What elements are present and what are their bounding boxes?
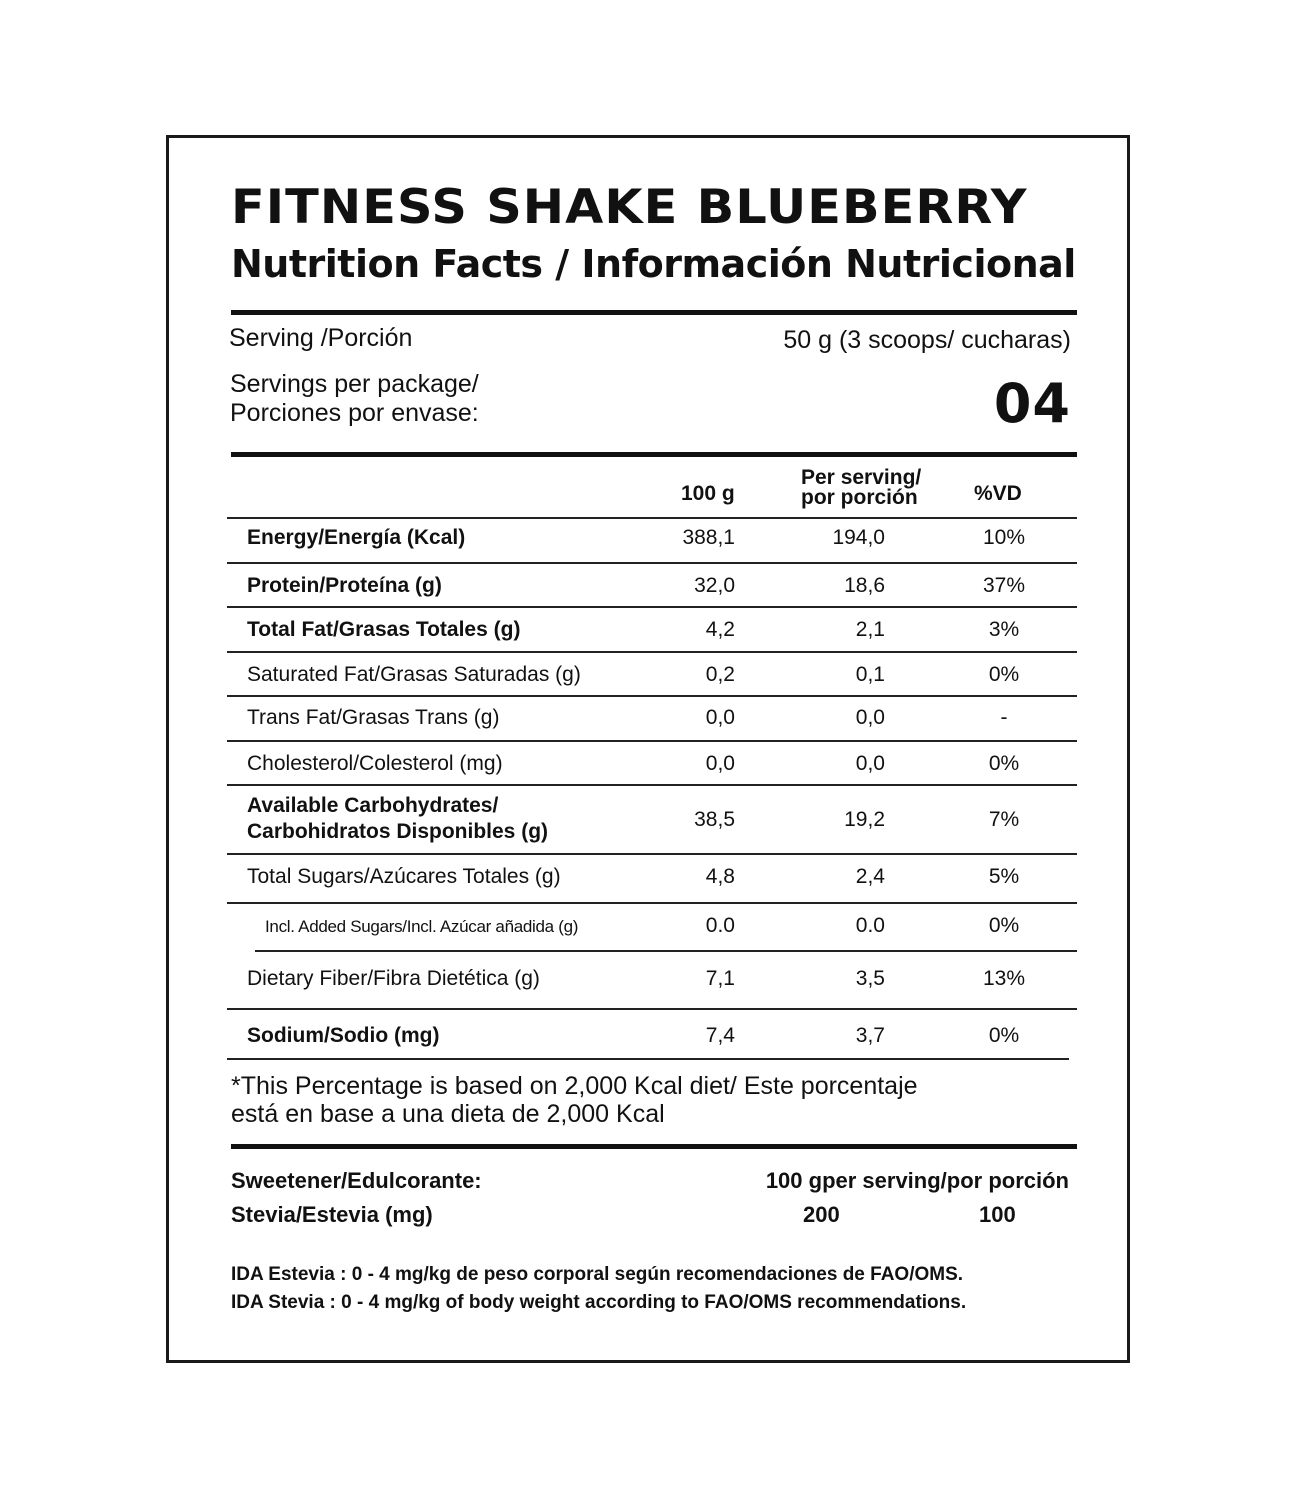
row-saturated-fat-100g: 0,2 bbox=[705, 663, 735, 686]
nutrition-label bbox=[166, 135, 1130, 1363]
row-total-sugars-name: Total Sugars/Azúcares Totales (g) bbox=[247, 865, 561, 888]
row-divider bbox=[227, 651, 1077, 653]
row-divider bbox=[227, 1008, 1077, 1010]
footnote-line-1: *This Percentage is based on 2,000 Kcal diet/ Este porcentaje bbox=[231, 1072, 918, 1100]
row-added-sugars-100g: 0.0 bbox=[705, 914, 735, 937]
row-total-fat-serving: 2,1 bbox=[855, 618, 885, 641]
servings-per-package-label-1: Servings per package/ bbox=[230, 370, 479, 398]
row-cholesterol-100g: 0,0 bbox=[705, 752, 735, 775]
row-cholesterol-serving: 0,0 bbox=[855, 752, 885, 775]
row-protein-100g: 32,0 bbox=[694, 574, 735, 597]
row-dietary-fiber-vd: 13% bbox=[982, 967, 1026, 990]
row-saturated-fat-vd: 0% bbox=[988, 663, 1020, 686]
header-100g: 100 g bbox=[681, 482, 735, 505]
row-total-sugars-serving: 2,4 bbox=[855, 865, 885, 888]
ida-line-2: IDA Stevia : 0 - 4 mg/kg of body weight according to FAO/OMS recommendations. bbox=[231, 1292, 967, 1313]
row-trans-fat-100g: 0,0 bbox=[705, 706, 735, 729]
row-divider bbox=[227, 562, 1077, 564]
row-divider bbox=[227, 606, 1077, 608]
row-energy-100g: 388,1 bbox=[682, 526, 735, 549]
row-divider bbox=[255, 950, 1077, 952]
row-sodium-serving: 3,7 bbox=[855, 1024, 885, 1047]
row-divider bbox=[227, 695, 1077, 697]
row-cholesterol-vd: 0% bbox=[988, 752, 1020, 775]
stevia-100g: 200 bbox=[803, 1202, 840, 1227]
row-total-fat-100g: 4,2 bbox=[705, 618, 735, 641]
row-energy-serving: 194,0 bbox=[832, 526, 885, 549]
row-carbohydrates-vd: 7% bbox=[988, 808, 1020, 831]
row-total-sugars-vd: 5% bbox=[988, 865, 1020, 888]
row-carbohydrates-100g: 38,5 bbox=[694, 808, 735, 831]
divider-table-top bbox=[231, 452, 1077, 457]
row-added-sugars-serving: 0.0 bbox=[855, 914, 885, 937]
row-sodium-name: Sodium/Sodio (mg) bbox=[247, 1024, 440, 1047]
row-protein-serving: 18,6 bbox=[844, 574, 885, 597]
row-divider bbox=[227, 902, 1077, 904]
servings-per-package-label-2: Porciones por envase: bbox=[230, 399, 479, 427]
row-added-sugars-name: Incl. Added Sugars/Incl. Azúcar añadida (g) bbox=[265, 917, 579, 936]
row-carbohydrates-name-1: Available Carbohydrates/ bbox=[247, 794, 499, 817]
row-cholesterol-name: Cholesterol/Colesterol (mg) bbox=[247, 752, 503, 775]
row-divider bbox=[227, 740, 1077, 742]
row-added-sugars-vd: 0% bbox=[988, 914, 1020, 937]
row-trans-fat-vd: - bbox=[1000, 706, 1008, 729]
row-dietary-fiber-name: Dietary Fiber/Fibra Dietética (g) bbox=[247, 967, 540, 990]
row-divider bbox=[227, 1058, 1069, 1060]
servings-per-package-value: 04 bbox=[993, 372, 1071, 435]
row-protein-vd: 37% bbox=[982, 574, 1026, 597]
stevia-serving: 100 bbox=[979, 1202, 1016, 1227]
row-dietary-fiber-serving: 3,5 bbox=[855, 967, 885, 990]
row-trans-fat-serving: 0,0 bbox=[855, 706, 885, 729]
stevia-label: Stevia/Estevia (mg) bbox=[231, 1202, 433, 1227]
row-protein-name: Protein/Proteína (g) bbox=[247, 574, 442, 597]
label-subtitle: Nutrition Facts / Información Nutricional bbox=[231, 242, 1076, 286]
product-title: FITNESS SHAKE BLUEBERRY bbox=[231, 180, 1028, 235]
row-divider bbox=[227, 853, 1077, 855]
row-energy-vd: 10% bbox=[982, 526, 1026, 549]
row-saturated-fat-serving: 0,1 bbox=[855, 663, 885, 686]
row-total-fat-name: Total Fat/Grasas Totales (g) bbox=[247, 618, 521, 641]
header-per-serving-1: Per serving/ bbox=[801, 466, 922, 489]
sweetener-header: 100 gper serving/por porción bbox=[765, 1168, 1069, 1193]
row-total-fat-vd: 3% bbox=[988, 618, 1020, 641]
row-sodium-100g: 7,4 bbox=[705, 1024, 735, 1047]
row-sodium-vd: 0% bbox=[988, 1024, 1020, 1047]
divider-top bbox=[231, 310, 1077, 315]
row-carbohydrates-name-2: Carbohidratos Disponibles (g) bbox=[247, 820, 549, 843]
serving-value: 50 g (3 scoops/ cucharas) bbox=[783, 326, 1071, 354]
sweetener-label: Sweetener/Edulcorante: bbox=[231, 1168, 482, 1193]
row-saturated-fat-name: Saturated Fat/Grasas Saturadas (g) bbox=[247, 663, 581, 686]
header-vd: %VD bbox=[974, 482, 1022, 505]
row-divider bbox=[227, 517, 1077, 519]
row-divider bbox=[227, 784, 1077, 786]
divider-sweetener bbox=[231, 1144, 1077, 1149]
footnote-line-2: está en base a una dieta de 2,000 Kcal bbox=[231, 1100, 665, 1128]
row-trans-fat-name: Trans Fat/Grasas Trans (g) bbox=[247, 706, 500, 729]
row-carbohydrates-serving: 19,2 bbox=[844, 808, 885, 831]
serving-label: Serving /Porción bbox=[229, 324, 413, 352]
row-dietary-fiber-100g: 7,1 bbox=[705, 967, 735, 990]
row-total-sugars-100g: 4,8 bbox=[705, 865, 735, 888]
ida-line-1: IDA Estevia : 0 - 4 mg/kg de peso corporal según recomendaciones de FAO/OMS. bbox=[231, 1264, 964, 1285]
row-energy-name: Energy/Energía (Kcal) bbox=[247, 526, 466, 549]
header-per-serving-2: por porción bbox=[801, 486, 918, 509]
